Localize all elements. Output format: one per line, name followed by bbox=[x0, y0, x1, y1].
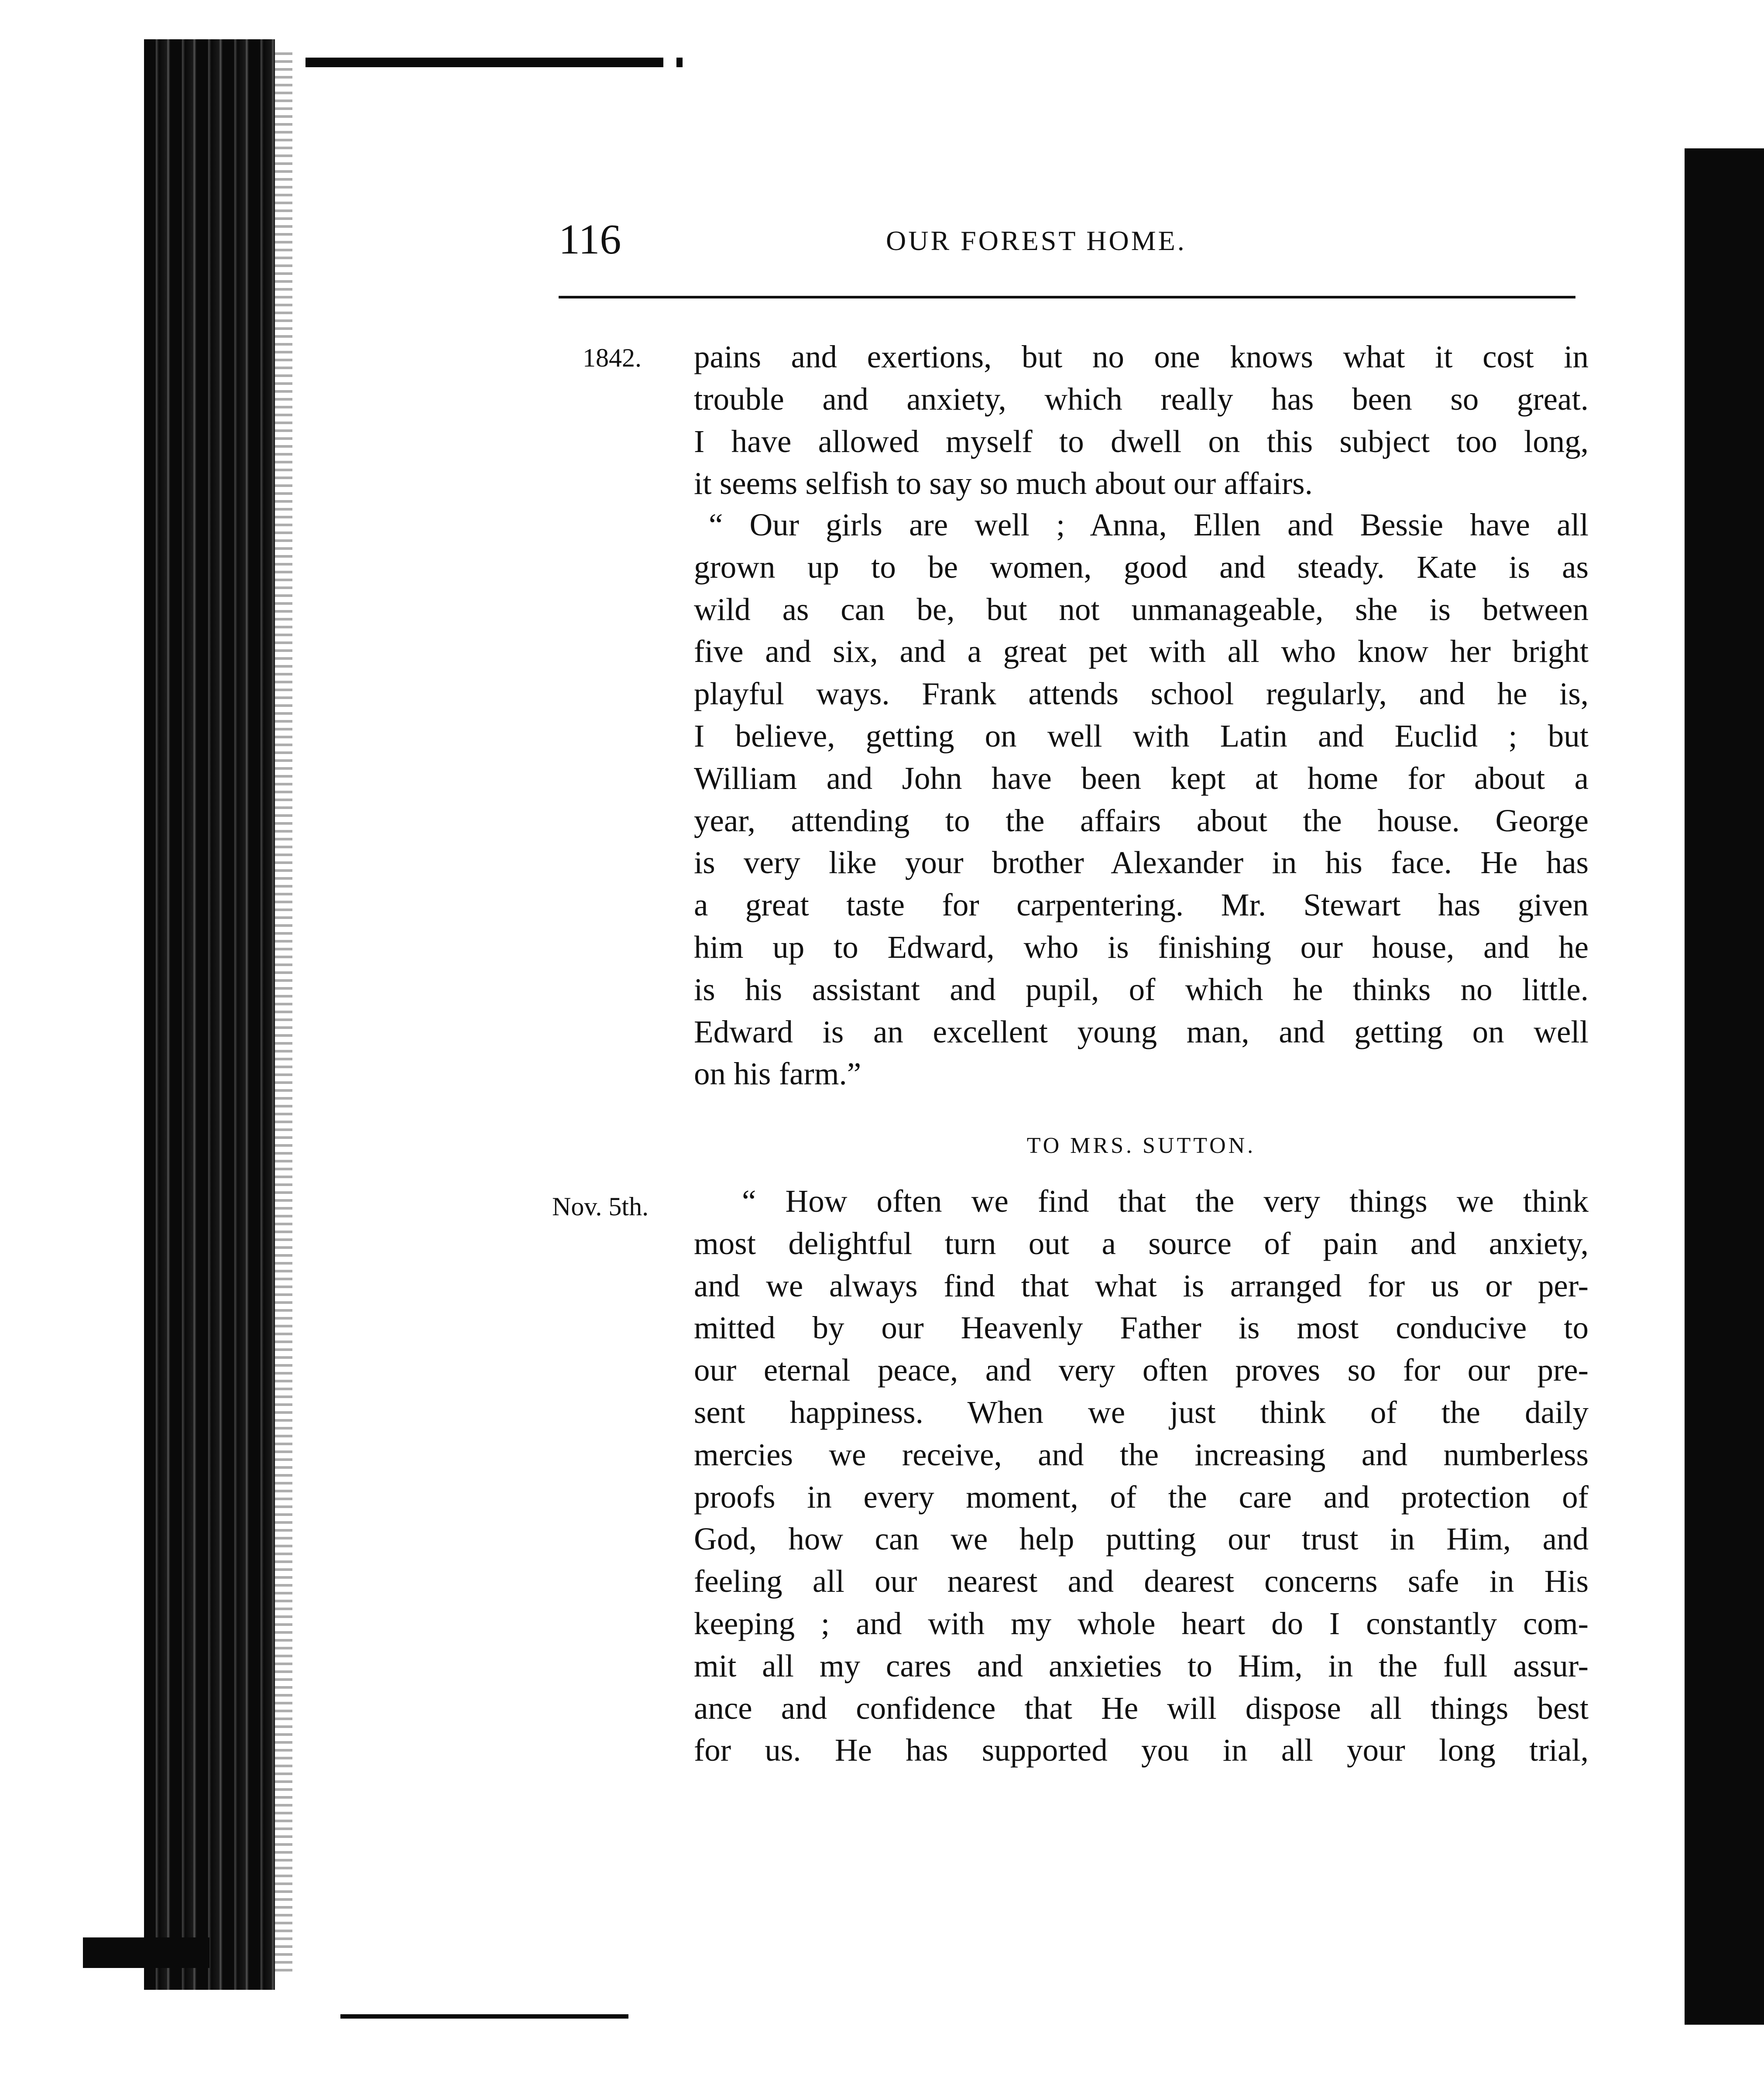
text-line: it seems selfish to say so much about our affairs. bbox=[694, 466, 1313, 501]
page-edge-shadow-right bbox=[1685, 148, 1764, 2025]
margin-note-date: Nov. 5th. bbox=[552, 1192, 649, 1221]
text-line: for us. He has supported you in all your long trial, bbox=[694, 1732, 1589, 1768]
text-line: I have allowed myself to dwell on this subject too long, bbox=[694, 423, 1589, 459]
text-line: a great taste for carpentering. Mr. Stewart has given bbox=[694, 887, 1589, 923]
text-line: “ How often we find that the very things we think bbox=[742, 1183, 1589, 1219]
text-line: proofs in every moment, of the care and protection of bbox=[694, 1479, 1589, 1515]
text-line: grown up to be women, good and steady. Kate is as bbox=[694, 549, 1589, 585]
text-line: mitted by our Heavenly Father is most conducive to bbox=[694, 1310, 1589, 1346]
text-line: is his assistant and pupil, of which he thinks no little. bbox=[694, 971, 1589, 1007]
text-line: sent happiness. When we just think of the daily bbox=[694, 1394, 1589, 1430]
binding-edge-texture bbox=[275, 52, 292, 1972]
paragraph-continuation bbox=[694, 336, 1589, 505]
text-line: wild as can be, but not unmanageable, she is between bbox=[694, 591, 1589, 627]
text-line: and we always find that what is arranged for us or per- bbox=[694, 1268, 1589, 1303]
page-number: 116 bbox=[559, 216, 621, 263]
text-line: “ Our girls are well ; Anna, Ellen and Bessie have all bbox=[709, 507, 1589, 542]
text-line: most delightful turn out a source of pain and anxiety, bbox=[694, 1225, 1589, 1261]
text-line: him up to Edward, who is finishing our house, and he bbox=[694, 929, 1589, 965]
paragraph-family-news bbox=[694, 504, 1589, 1095]
text-line: is very like your brother Alexander in his face. He has bbox=[694, 845, 1589, 881]
book-binding-shadow-left bbox=[144, 39, 275, 1990]
text-line: William and John have been kept at home for about a bbox=[694, 760, 1589, 796]
scan-mark-top-dot bbox=[676, 58, 683, 67]
text-line: on his farm.” bbox=[694, 1056, 861, 1092]
text-line: mit all my cares and anxieties to Him, in the full assur- bbox=[694, 1648, 1589, 1683]
text-line: five and six, and a great pet with all who know her bright bbox=[694, 634, 1589, 669]
running-title: OUR FOREST HOME. bbox=[886, 225, 1187, 256]
scan-mark-bottom bbox=[340, 2014, 628, 2019]
text-line: year, attending to the affairs about the house. George bbox=[694, 802, 1589, 838]
paragraph-letter bbox=[694, 1180, 1589, 1772]
text-line: playful ways. Frank attends school regularly, and he is, bbox=[694, 676, 1589, 712]
text-line: feeling all our nearest and dearest concerns safe in His bbox=[694, 1563, 1589, 1599]
text-line: pains and exertions, but no one knows what it cost in bbox=[694, 339, 1589, 374]
text-line: God, how can we help putting our trust in Him, and bbox=[694, 1521, 1589, 1557]
scan-mark-top bbox=[305, 58, 663, 67]
binding-shadow-bottom bbox=[83, 1937, 209, 1968]
letter-heading: TO MRS. SUTTON. bbox=[1026, 1133, 1256, 1158]
text-line: trouble and anxiety, which really has been so great. bbox=[694, 381, 1589, 417]
text-line: ance and confidence that He will dispose all things best bbox=[694, 1690, 1589, 1726]
margin-note-year: 1842. bbox=[583, 343, 642, 372]
text-line: keeping ; and with my whole heart do I constantly com- bbox=[694, 1605, 1589, 1641]
header-rule bbox=[559, 296, 1575, 298]
text-line: Edward is an excellent young man, and getting on well bbox=[694, 1014, 1589, 1049]
text-line: mercies we receive, and the increasing and numberless bbox=[694, 1436, 1589, 1472]
text-line: I believe, getting on well with Latin and Euclid ; but bbox=[694, 718, 1589, 754]
text-line: our eternal peace, and very often proves so for our pre- bbox=[694, 1352, 1589, 1388]
